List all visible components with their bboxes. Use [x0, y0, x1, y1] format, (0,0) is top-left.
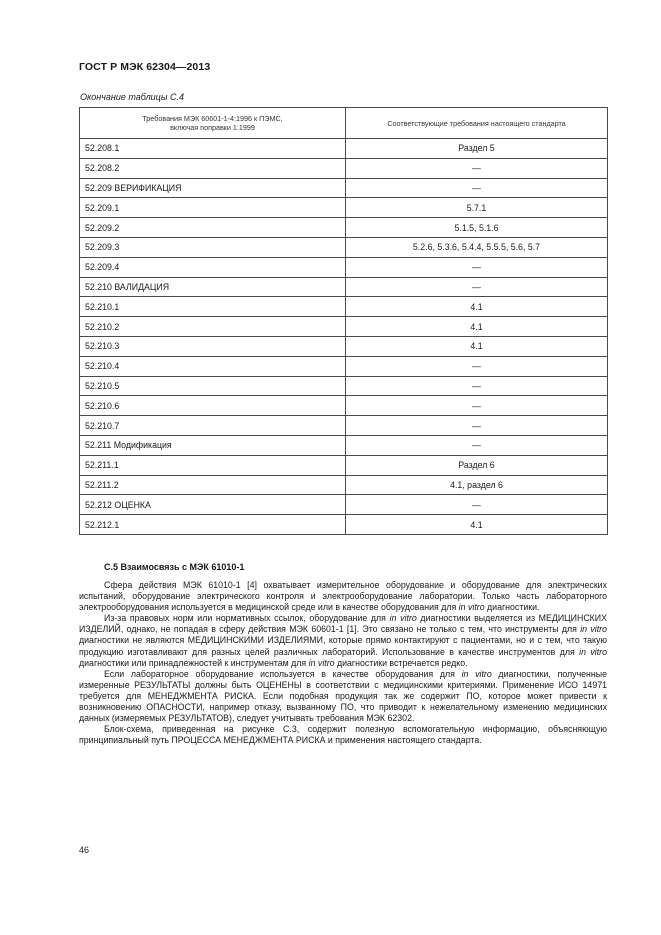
- paragraph-text: диагностики не являются МЕДИЦИНСКИМИ ИЗДЕЛИЯМИ, которые прямо контактируют с пациентами, но и с тем, что такую продукцию изготавливают для разных целей различных лабораторий. Использование в качестве инструментов для: [79, 635, 607, 657]
- requirement-cell: 4.1: [346, 317, 608, 337]
- requirement-cell: Раздел 6: [346, 455, 608, 475]
- requirement-cell: —: [346, 257, 608, 277]
- requirement-cell: 4.1: [346, 515, 608, 535]
- table-row: [80, 356, 608, 376]
- paragraph-text: диагностики.: [484, 602, 540, 613]
- table-caption: Окончание таблицы С.4: [80, 92, 184, 102]
- requirement-cell: 5.7.1: [346, 198, 608, 218]
- clause-cell: 52.209.1: [80, 198, 346, 218]
- paragraph-text: диагностики выделяется из МЕДИЦИНСКИХ ИЗДЕЛИЙ, однако, не попадая в сферу действия МЭК 60601-1 [1]. Это связано не только с тем, что инструменты для: [79, 613, 607, 635]
- table-row: [80, 336, 608, 356]
- paragraph-text: Сфера действия МЭК 61010-1 [4] охватывает измерительное оборудование и оборудование для электрических испытаний, оборудование электрического контроля и электрооборудование лаборатории. Только часть лабораторного электрооборудования используется в медицинской среде или в качестве оборудования для: [79, 580, 607, 613]
- table-row: [80, 237, 608, 257]
- requirement-cell: 5.2.6, 5.3.6, 5.4.4, 5.5.5, 5.6, 5.7: [346, 237, 608, 257]
- paragraph: [79, 580, 607, 613]
- requirement-cell: 5.1.5, 5.1.6: [346, 218, 608, 238]
- table-row: [80, 257, 608, 277]
- clause-cell: 52.210.5: [80, 376, 346, 396]
- clause-cell: 52.208.2: [80, 158, 346, 178]
- column-header-line: включая поправки 1:1999: [170, 123, 255, 132]
- italic-term: in vitro: [461, 668, 492, 679]
- table-row: [80, 218, 608, 238]
- requirement-cell: —: [346, 158, 608, 178]
- table-row: [80, 515, 608, 535]
- requirement-cell: —: [346, 356, 608, 376]
- requirement-cell: 4.1: [346, 297, 608, 317]
- clause-cell: 52.208.1: [80, 139, 346, 159]
- italic-term: in vitro: [458, 602, 485, 613]
- clause-cell: 52.210.2: [80, 317, 346, 337]
- table-row: [80, 416, 608, 436]
- italic-term: in vitro: [580, 624, 607, 635]
- column-header-line: Требования МЭК 60601-1-4:1996 к ПЭМС,: [142, 114, 283, 123]
- requirement-cell: —: [346, 435, 608, 455]
- clause-cell: 52.211.2: [80, 475, 346, 495]
- paragraph-text: диагностики, полученные измеренные РЕЗУЛЬТАТЫ должны быть ОЦЕНЕНЫ в соответствии с медицинскими критериями. Применение ИСО 14971 требуется для МЕНЕДЖМЕНТА РИСКА. Если подобная продукция так же содержит ПО, которое может привести к возникновению ОПАСНОСТИ, например отказу, вызванному ПО, что приводит к нежелательному изменению медицинских данных (измеряемых РЕЗУЛЬТАТОВ), следует учитывать требования МЭК 62302.: [79, 668, 607, 724]
- paragraph: [79, 613, 607, 668]
- table-row: [80, 475, 608, 495]
- column-header-iec60601: [80, 108, 346, 139]
- paragraph-text: Если лабораторное оборудование используется в качестве оборудования для: [104, 668, 462, 679]
- paragraph-text: Из-за правовых норм или нормативных ссылок, оборудование для: [104, 613, 390, 624]
- clause-cell: 52.212 ОЦЕНКА: [80, 495, 346, 515]
- italic-term: in vitro: [579, 646, 607, 657]
- column-header-standard: Соответствующие требования настоящего стандарта: [346, 108, 608, 139]
- table-row: [80, 277, 608, 297]
- table-row: [80, 455, 608, 475]
- section-body: [79, 580, 607, 746]
- table-row: [80, 435, 608, 455]
- requirement-cell: —: [346, 178, 608, 198]
- clause-cell: 52.210.4: [80, 356, 346, 376]
- italic-term: in vitro: [308, 657, 335, 668]
- requirement-cell: —: [346, 277, 608, 297]
- paragraph-text: Блок-схема, приведенная на рисунке С.3, содержит полезную вспомогательную информацию, объясняющую принципиальный путь ПРОЦЕССА МЕНЕДЖМЕНТА РИСКА и применения настоящего стандарта.: [79, 724, 607, 746]
- clause-cell: 52.211.1: [80, 455, 346, 475]
- clause-cell: 52.212.1: [80, 515, 346, 535]
- clause-cell: 52.210 ВАЛИДАЦИЯ: [80, 277, 346, 297]
- requirement-cell: 4.1: [346, 336, 608, 356]
- page-number: 46: [79, 845, 90, 855]
- section-heading: С.5 Взаимосвязь с МЭК 61010-1: [104, 562, 245, 572]
- requirement-cell: —: [346, 495, 608, 515]
- table-row: [80, 317, 608, 337]
- clause-cell: 52.209.2: [80, 218, 346, 238]
- requirement-cell: —: [346, 376, 608, 396]
- paragraph-text: диагностики встречается редко.: [334, 657, 468, 668]
- clause-cell: 52.210.7: [80, 416, 346, 436]
- table-row: [80, 495, 608, 515]
- table-row: [80, 158, 608, 178]
- clause-cell: 52.210.3: [80, 336, 346, 356]
- requirement-cell: 4.1, раздел 6: [346, 475, 608, 495]
- requirement-cell: —: [346, 416, 608, 436]
- clause-cell: 52.210.6: [80, 396, 346, 416]
- paragraph: [79, 724, 607, 746]
- table-row: [80, 198, 608, 218]
- requirements-table: [79, 107, 608, 535]
- document-header: ГОСТ Р МЭК 62304—2013: [79, 61, 211, 73]
- table-row: [80, 376, 608, 396]
- paragraph: [79, 669, 607, 724]
- clause-cell: 52.209.4: [80, 257, 346, 277]
- clause-cell: 52.210.1: [80, 297, 346, 317]
- table-row: [80, 139, 608, 159]
- table-row: [80, 396, 608, 416]
- italic-term: in vitro: [389, 613, 417, 624]
- clause-cell: 52.209 ВЕРИФИКАЦИЯ: [80, 178, 346, 198]
- table-row: [80, 178, 608, 198]
- table-row: [80, 297, 608, 317]
- table-header-row: [80, 108, 608, 139]
- requirement-cell: Раздел 5: [346, 139, 608, 159]
- clause-cell: 52.209.3: [80, 237, 346, 257]
- requirement-cell: —: [346, 396, 608, 416]
- clause-cell: 52.211 Модификация: [80, 435, 346, 455]
- paragraph-text: диагностики или принадлежностей к инструментам для: [79, 657, 309, 668]
